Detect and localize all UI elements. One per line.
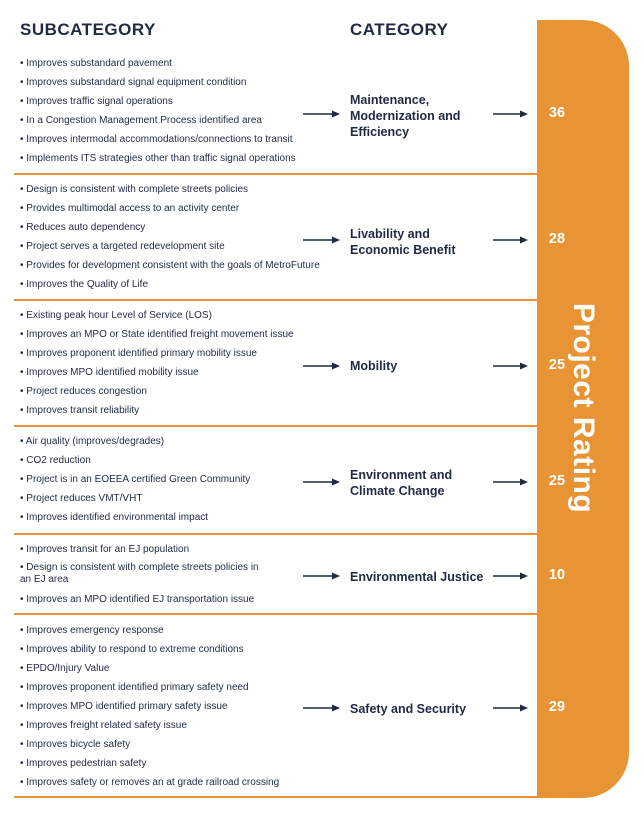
- arrow-to-score-icon: [493, 109, 528, 119]
- subcategory-item: • Improves safety or removes an at grade railroad crossing: [20, 777, 280, 788]
- category-label: Maintenance, Modernization and Efficiency: [350, 93, 461, 139]
- arrow-to-score-icon: [493, 361, 528, 371]
- subcategory-item: • Improves the Quality of Life: [20, 279, 149, 290]
- category-label: Safety and Security: [350, 702, 467, 716]
- subcategory-item: • Improves emergency response: [20, 625, 164, 636]
- subcategory-item: • Improves intermodal accommodations/connections to transit: [20, 134, 293, 145]
- subcategory-item: • Improves traffic signal operations: [20, 96, 173, 107]
- subcategory-item: • Air quality (improves/degrades): [20, 436, 165, 447]
- arrow-to-category-icon: [303, 361, 340, 371]
- subcategory-item: • Improves transit reliability: [20, 405, 140, 416]
- subcategory-item: • Implements ITS strategies other than traffic signal operations: [20, 153, 296, 164]
- category-label: Environmental Justice: [350, 570, 484, 584]
- subcategory-list: [20, 180, 320, 294]
- subcategory-item: • CO2 reduction: [20, 455, 91, 466]
- subcategory-item: • Reduces auto dependency: [20, 222, 146, 233]
- subcategory-item: • Improves substandard signal equipment condition: [20, 77, 247, 88]
- category-label: Mobility: [350, 359, 398, 373]
- subcategory-item: • Improves bicycle safety: [20, 739, 131, 750]
- section-divider: [14, 533, 537, 535]
- arrow-to-category-icon: [303, 703, 340, 713]
- subcategory-header: SUBCATEGORY: [20, 20, 156, 39]
- section-divider: [14, 299, 537, 301]
- arrow-to-category-icon: [303, 109, 340, 119]
- subcategory-item: • Project is in an EOEEA certified Green Community: [20, 474, 251, 485]
- subcategory-item: • Improves proponent identified primary mobility issue: [20, 348, 257, 359]
- subcategory-list: [20, 432, 250, 527]
- category-label: Livability and Economic Benefit: [350, 227, 456, 257]
- section-divider: [14, 425, 537, 427]
- category-score: 29: [548, 699, 566, 715]
- arrow-to-score-icon: [493, 571, 528, 581]
- subcategory-item: • Improves MPO identified mobility issue: [20, 367, 199, 378]
- subcategory-item: • Project reduces VMT/VHT: [20, 493, 143, 504]
- subcategory-list: [20, 621, 279, 792]
- section-divider: [14, 796, 537, 798]
- subcategory-list: [20, 540, 270, 609]
- subcategory-item: • Improves pedestrian safety: [20, 758, 147, 769]
- subcategory-item: • Improves proponent identified primary safety need: [20, 682, 249, 693]
- category-score: 25: [548, 357, 566, 373]
- category-score: 36: [548, 105, 566, 121]
- subcategory-item: • Project reduces congestion: [20, 386, 147, 397]
- arrow-to-score-icon: [493, 235, 528, 245]
- subcategory-item: • Improves transit for an EJ population: [20, 544, 190, 555]
- category-score: 28: [548, 231, 566, 247]
- arrow-to-score-icon: [493, 703, 528, 713]
- category-score: 25: [548, 473, 566, 489]
- subcategory-item: • Improves MPO identified primary safety issue: [20, 701, 228, 712]
- subcategory-item: • Provides multimodal access to an activity center: [20, 203, 240, 214]
- subcategory-item: • Design is consistent with complete streets policies in an EJ area: [20, 562, 259, 585]
- subcategory-item: • Improves ability to respond to extreme conditions: [20, 644, 244, 655]
- subcategory-list: [20, 54, 296, 168]
- category-label: Environment and Climate Change: [350, 468, 453, 498]
- subcategory-item: • Project serves a targeted redevelopment site: [20, 241, 225, 252]
- subcategory-item: • Improves freight related safety issue: [20, 720, 187, 731]
- subcategory-item: • Improves an MPO or State identified freight movement issue: [20, 329, 294, 340]
- project-rating-title: Project Rating: [567, 302, 600, 514]
- subcategory-item: • Improves substandard pavement: [20, 58, 172, 69]
- section-divider: [14, 613, 537, 615]
- arrow-to-category-icon: [303, 571, 340, 581]
- arrow-to-category-icon: [303, 477, 340, 487]
- subcategory-item: • Improves an MPO identified EJ transportation issue: [20, 594, 255, 605]
- section-divider: [14, 173, 537, 175]
- subcategory-item: • Existing peak hour Level of Service (LOS): [20, 310, 212, 321]
- subcategory-list: [20, 306, 294, 420]
- arrow-to-score-icon: [493, 477, 528, 487]
- category-score: 10: [548, 567, 566, 583]
- subcategory-item: • Improves identified environmental impact: [20, 512, 209, 523]
- arrow-to-category-icon: [303, 235, 340, 245]
- subcategory-item: • EPDO/Injury Value: [20, 663, 110, 674]
- subcategory-item: • Provides for development consistent with the goals of MetroFuture: [20, 260, 320, 271]
- subcategory-item: • Design is consistent with complete streets policies: [20, 184, 249, 195]
- category-header: CATEGORY: [350, 20, 449, 39]
- subcategory-item: • In a Congestion Management Process identified area: [20, 115, 262, 126]
